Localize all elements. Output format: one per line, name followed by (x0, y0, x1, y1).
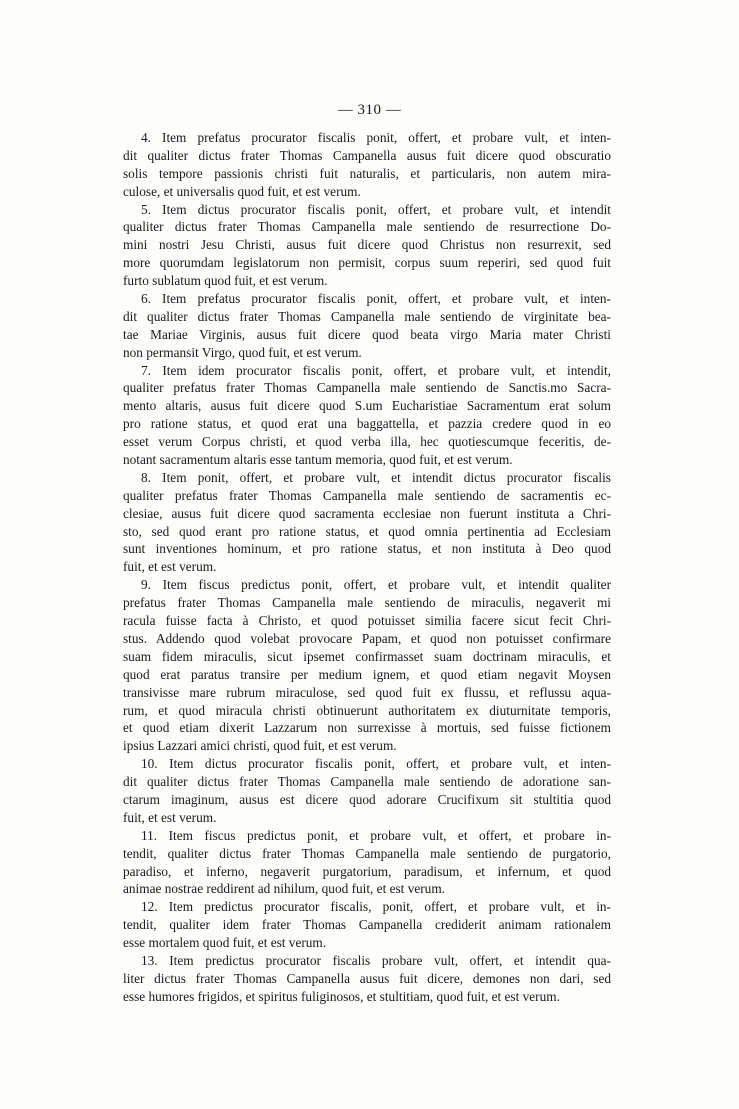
text-line: fuit, et est verum. (123, 809, 217, 825)
paragraph (123, 898, 611, 952)
text-line: more quorumdam legislatorum non permisit, corpus suum reperiri, sed quod fuit (123, 255, 611, 271)
text-line: clesiae, ausus fuit dicere quod sacramenta ecclesiae non fuerunt instituta a Chri- (123, 505, 611, 521)
text-line: dit qualiter dictus frater Thomas Campanella male sentiendo de virginitate bea- (123, 308, 611, 324)
text-line: rum, et quod miracula christi obtinuerunt authoritatem ex diuturnitate temporis, (123, 702, 611, 718)
text-line: non permansit Virgo, quod fuit, et est verum. (123, 344, 362, 360)
text-line: 5. Item dictus procurator fiscalis ponit, offert, et probare vult, et intendit (141, 201, 611, 217)
text-line: animae nostrae reddirent ad nihilum, quod fuit, et est verum. (123, 881, 445, 897)
text-line: dit qualiter dictus frater Thomas Campanella ausus fuit dicere quod obscuratio (123, 147, 611, 163)
text-line: mento altaris, ausus fuit dicere quod S.um Eucharistiae Sacramentum erat solum (123, 398, 611, 414)
text-line: 13. Item predictus procurator fiscalis probare vult, offert, et intendit qua- (141, 952, 611, 968)
text-line: tae Mariae Virginis, ausus fuit dicere quod beata virgo Maria mater Christi (123, 326, 611, 342)
text-line: solis tempore passionis christi fuit naturalis, et particularis, non autem mira- (123, 165, 611, 181)
text-line: notant sacramentum altaris esse tantum memoria, quod fuit, et est verum. (123, 452, 513, 468)
text-line: esse mortalem quod fuit, et est verum. (123, 935, 327, 951)
text-line: 4. Item prefatus procurator fiscalis ponit, offert, et probare vult, et inten- (141, 130, 611, 145)
text-line: mini nostri Jesu Christi, ausus fuit dicere quod Christus non resurrexit, sed (123, 237, 611, 253)
text-body (123, 129, 611, 1006)
text-line: liter dictus frater Thomas Campanella ausus fuit dicere, demones non dari, sed (123, 970, 611, 986)
text-line: culose, et universalis quod fuit, et est verum. (123, 183, 361, 199)
text-line: dit qualiter dictus frater Thomas Campanella male sentiendo de adoratione san- (123, 774, 611, 790)
text-line: pro ratione status, et quod erat una baggattella, et pazzia credere quod in eo (123, 416, 611, 432)
paragraph (123, 129, 611, 201)
text-line: fuit, et est verum. (123, 559, 217, 575)
page-number: — 310 — (337, 102, 402, 118)
text-line: ipsius Lazzari amici christi, quod fuit, et est verum. (123, 738, 397, 754)
paragraph (123, 827, 611, 899)
text-line: sunt inventiones hominum, et pro ratione status, et non instituta à Deo quod (123, 541, 611, 557)
paragraph (123, 576, 611, 755)
paragraph (123, 469, 611, 576)
paragraph (123, 201, 611, 290)
text-line: stus. Addendo quod volebat provocare Papam, et quod non potuisset confirmare (123, 630, 611, 646)
text-line: 6. Item prefatus procurator fiscalis ponit, offert, et probare vult, et inten- (141, 291, 611, 307)
text-line: esse humores frigidos, et spiritus fuliginosos, et stultitiam, quod fuit, et est verum. (123, 988, 560, 1004)
paragraph (123, 952, 611, 1006)
text-line: prefatus frater Thomas Campanella male sentiendo de miraculis, negaverit mi (123, 595, 611, 611)
text-line: racula fuisse facta à Christo, et quod potuisset similia facere sicut fecit Chri- (123, 613, 611, 629)
text-line: 9. Item fiscus predictus ponit, offert, et probare vult, et intendit qualiter (141, 577, 611, 593)
text-line: transivisse mare rubrum miraculose, sed quod fuit ex flussu, et reflussu aqua- (123, 684, 611, 700)
text-line: ctarum imaginum, ausus est dicere quod adorare Crucifixum sit stultitia quod (123, 791, 611, 807)
text-line: paradiso, et inferno, negaverit purgatorium, paradisum, et infernum, et quod (123, 863, 611, 879)
text-line: et quod etiam dixerit Lazzarum non surrexisse à mortuis, sed fuisse fictionem (123, 720, 611, 736)
text-line: 10. Item dictus procurator fiscalis ponit, offert, et probare vult, et inten- (141, 756, 611, 772)
paragraph (123, 755, 611, 827)
text-line: qualiter dictus frater Thomas Campanella male sentiendo de resurrectione Do- (123, 219, 611, 235)
text-line: qualiter prefatus frater Thomas Campanella male sentiendo de Sanctis.mo Sacra- (123, 380, 611, 396)
paragraph (123, 290, 611, 362)
text-line: 12. Item predictus procurator fiscalis, ponit, offert, et probare vult, et in- (141, 899, 611, 915)
text-line: 7. Item idem procurator fiscalis ponit, offert, et probare vult, et intendit, (141, 362, 611, 378)
text-line: 8. Item ponit, offert, et probare vult, et intendit dictus procurator fiscalis (141, 469, 611, 485)
text-line: esset verum Corpus christi, et quod verba illa, hec quotiescumque feceritis, de- (123, 434, 611, 450)
text-line: sto, sed quod erant pro ratione status, et quod omnia pertinentia ad Ecclesiam (123, 523, 611, 539)
text-line: tendit, qualiter idem frater Thomas Campanella crediderit animam rationalem (123, 917, 611, 933)
text-line: tendit, qualiter dictus frater Thomas Campanella male sentiendo de purgatorio, (123, 845, 611, 861)
text-line: quod erat paratus transire per medium ignem, et quod etiam negavit Moysen (123, 666, 611, 682)
paragraph (123, 362, 611, 469)
text-line: 11. Item fiscus predictus ponit, et probare vult, et offert, et probare in- (141, 827, 611, 843)
text-line: furto sublatum quod fuit, et est verum. (123, 273, 328, 289)
text-line: qualiter prefatus frater Thomas Campanella male sentiendo de sacramentis ec- (123, 487, 611, 503)
text-line: suam fidem miraculis, sicut ipsemet confirmasset suam doctrinam miraculis, et (123, 648, 611, 664)
